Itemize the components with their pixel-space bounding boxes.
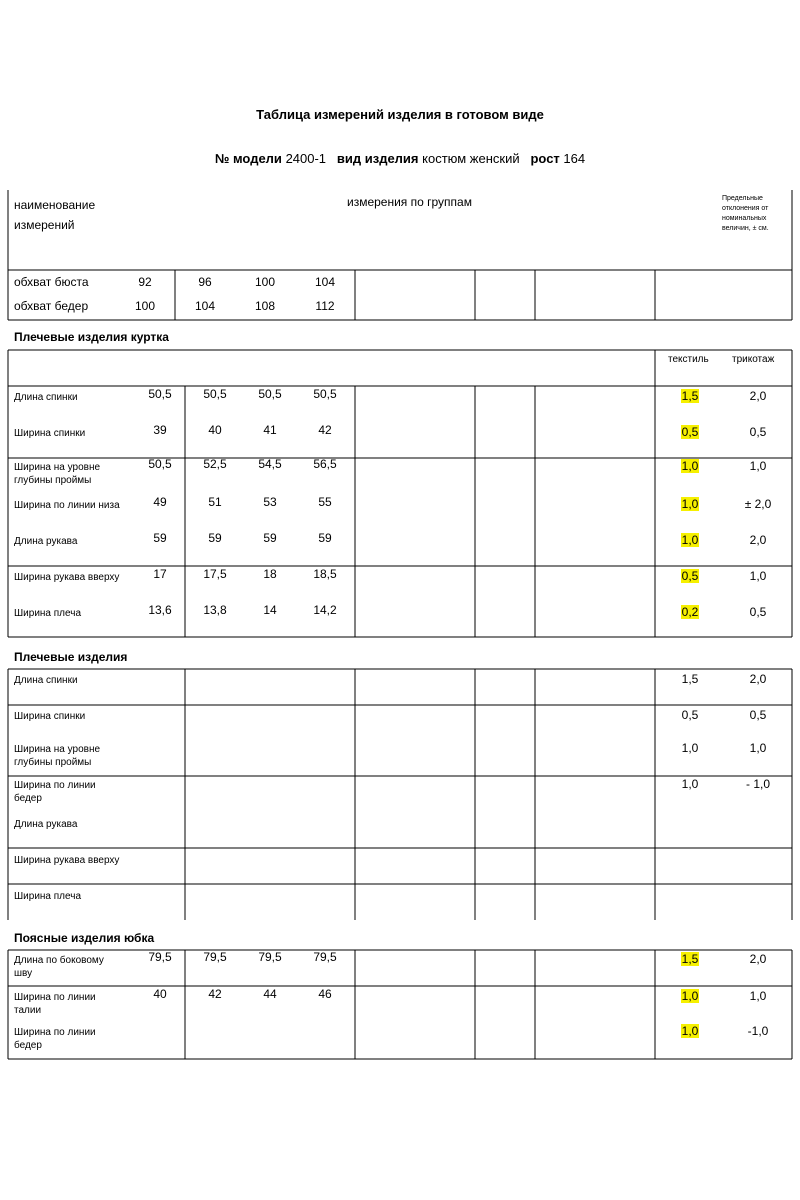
tolerance-textile-value: 1,5 — [681, 672, 699, 686]
tolerance-knit: 2,0 — [749, 389, 767, 403]
kind-label: вид изделия — [336, 151, 419, 166]
row-value: 50,5 — [148, 457, 172, 471]
tolerance-textile-value: 1,0 — [681, 741, 699, 755]
size-hips-2: 104 — [194, 299, 216, 313]
header-name-col — [14, 195, 95, 235]
row-label-line2: глубины проймы — [14, 475, 92, 486]
tolerance-textile — [670, 741, 710, 755]
row-value: 40 — [208, 423, 222, 437]
row-value: 79,5 — [258, 950, 282, 964]
tolerance-knit: ± 2,0 — [744, 497, 772, 511]
row-value: 55 — [318, 495, 332, 509]
row-value: 13,6 — [148, 603, 172, 617]
section-title-shoulder: Плечевые изделия — [14, 650, 128, 664]
row-label-line1: Длина по боковому — [14, 955, 104, 966]
row-label-line1: Ширина спинки — [14, 711, 86, 722]
row-label — [14, 499, 120, 512]
tolerance-knit: 2,0 — [749, 672, 767, 686]
row-value: 42 — [318, 423, 332, 437]
row-value: 51 — [208, 495, 222, 509]
tolerance-knit: 1,0 — [749, 989, 767, 1003]
row-value: 52,5 — [203, 457, 227, 471]
row-label — [14, 890, 81, 903]
row-label-line1: Длина рукава — [14, 536, 78, 547]
row-label — [14, 818, 77, 831]
tolerance-knit: -1,0 — [747, 1024, 769, 1038]
row-label — [14, 674, 78, 687]
row-value: 18 — [263, 567, 277, 581]
row-label-line2: глубины проймы — [14, 757, 92, 768]
row-value: 44 — [263, 987, 277, 1001]
row-label-line1: Длина спинки — [14, 392, 78, 403]
row-value: 42 — [208, 987, 222, 1001]
row-value: 59 — [153, 531, 167, 545]
row-value: 59 — [318, 531, 332, 545]
row-label — [14, 743, 100, 769]
row-label-line2: бедер — [14, 1040, 42, 1051]
row-label — [14, 854, 119, 867]
tolerance-textile — [670, 389, 710, 403]
section-title-jacket: Плечевые изделия куртка — [14, 330, 169, 344]
tolerance-knit: 0,5 — [749, 708, 767, 722]
row-label — [14, 779, 96, 805]
tolerance-textile-value: 1,0 — [681, 777, 699, 791]
row-label-line1: Ширина по линии низа — [14, 500, 120, 511]
tolerance-textile-value: 1,5 — [681, 952, 699, 966]
row-label-line1: Ширина по линии — [14, 992, 96, 1003]
row-label-line2: бедер — [14, 793, 42, 804]
col-knit: трикотаж — [732, 354, 775, 365]
tolerance-textile — [670, 1024, 710, 1038]
tolerance-knit: 2,0 — [749, 952, 767, 966]
row-label-line1: Длина рукава — [14, 819, 78, 830]
row-value: 17 — [153, 567, 167, 581]
row-value: 14 — [263, 603, 277, 617]
row-label-line1: Длина спинки — [14, 675, 78, 686]
row-label — [14, 391, 78, 404]
row-label-line2: талии — [14, 1005, 42, 1016]
tolerance-textile-value: 1,0 — [681, 497, 699, 511]
row-label-line1: Ширина по линии — [14, 780, 96, 791]
tolerance-textile — [670, 989, 710, 1003]
tolerance-knit: 0,5 — [749, 425, 767, 439]
size-hips-3: 108 — [254, 299, 276, 313]
height-value: 164 — [563, 151, 586, 166]
row-label-line1: Ширина на уровне — [14, 744, 101, 755]
row-label — [14, 710, 85, 723]
row-value: 50,5 — [313, 387, 337, 401]
row-value: 18,5 — [313, 567, 337, 581]
row-value: 50,5 — [148, 387, 172, 401]
tol-line4: величин, ± см. — [722, 225, 769, 233]
row-label — [14, 461, 100, 487]
section-title-skirt: Поясные изделия юбка — [14, 931, 155, 945]
row-label — [14, 1026, 96, 1052]
row-label-line1: Ширина по линии — [14, 1027, 96, 1038]
tolerance-textile-value: 0,5 — [681, 425, 699, 439]
row-value: 56,5 — [313, 457, 337, 471]
tolerance-textile — [670, 425, 710, 439]
size-label-hips: обхват бедер — [14, 299, 89, 313]
row-label-line1: Ширина на уровне — [14, 462, 101, 473]
row-value: 49 — [153, 495, 167, 509]
row-value: 79,5 — [203, 950, 227, 964]
tolerance-knit: 1,0 — [749, 569, 767, 583]
tolerance-knit: 0,5 — [749, 605, 767, 619]
tolerance-textile — [670, 569, 710, 583]
size-hips-4: 112 — [315, 299, 335, 313]
row-label-line2: шву — [14, 968, 33, 979]
row-value: 40 — [153, 987, 167, 1001]
tolerance-textile — [670, 952, 710, 966]
row-value: 79,5 — [148, 950, 172, 964]
size-label-bust: обхват бюста — [14, 275, 89, 289]
row-label-line1: Ширина рукава вверху — [14, 855, 120, 866]
tolerance-textile-value: 1,0 — [681, 989, 699, 1003]
row-label — [14, 607, 81, 620]
tolerance-textile-value: 1,0 — [681, 533, 699, 547]
model-label: № модели — [214, 151, 282, 166]
row-label — [14, 991, 96, 1017]
row-value: 79,5 — [313, 950, 337, 964]
row-value: 50,5 — [203, 387, 227, 401]
header-groups: измерения по группам — [347, 195, 472, 209]
row-value: 41 — [263, 423, 277, 437]
size-bust-2: 96 — [198, 275, 212, 289]
row-value: 50,5 — [258, 387, 282, 401]
row-value: 54,5 — [258, 457, 282, 471]
size-bust-4: 104 — [314, 275, 336, 289]
tolerance-textile-value: 0,5 — [681, 708, 699, 722]
row-value: 14,2 — [313, 603, 337, 617]
size-bust-1: 92 — [138, 275, 152, 289]
size-bust-3: 100 — [254, 275, 276, 289]
tolerance-textile-value: 0,2 — [681, 605, 699, 619]
row-label-line1: Ширина спинки — [14, 428, 86, 439]
tolerance-knit: 2,0 — [749, 533, 767, 547]
tolerance-textile — [670, 672, 710, 686]
tolerance-textile — [670, 708, 710, 722]
tolerance-textile — [670, 459, 710, 473]
tolerance-textile-value: 0,5 — [681, 569, 699, 583]
row-label — [14, 571, 119, 584]
tolerance-textile-value: 1,0 — [681, 459, 699, 473]
tol-line3: номинальных — [722, 215, 767, 223]
row-label — [14, 954, 104, 980]
tolerance-knit: - 1,0 — [745, 777, 770, 791]
row-label-line1: Ширина плеча — [14, 891, 82, 902]
kind-value: костюм женский — [422, 151, 520, 166]
row-value: 59 — [263, 531, 277, 545]
row-label — [14, 427, 85, 440]
tolerance-textile — [670, 533, 710, 547]
row-label — [14, 535, 77, 548]
tol-line2: отклонения от — [722, 205, 769, 213]
size-hips-1: 100 — [134, 299, 156, 313]
tolerance-textile-value: 1,5 — [681, 389, 699, 403]
col-textile: текстиль — [668, 354, 709, 365]
row-value: 59 — [208, 531, 222, 545]
row-value: 17,5 — [203, 567, 227, 581]
row-label-line1: Ширина рукава вверху — [14, 572, 120, 583]
tolerance-textile — [670, 497, 710, 511]
tolerance-knit: 1,0 — [749, 459, 767, 473]
model-value: 2400-1 — [285, 151, 327, 166]
tolerance-knit: 1,0 — [749, 741, 767, 755]
page-title: Таблица измерений изделия в готовом виде — [256, 107, 544, 122]
header-tolerance — [722, 194, 769, 235]
tol-line1: Предельные — [722, 195, 763, 202]
row-value: 46 — [318, 987, 332, 1001]
tolerance-textile — [670, 777, 710, 791]
tolerance-textile — [670, 605, 710, 619]
row-label-line1: Ширина плеча — [14, 608, 82, 619]
tolerance-textile-value: 1,0 — [681, 1024, 699, 1038]
row-value: 53 — [263, 495, 277, 509]
header-name-line2: измерений — [14, 218, 75, 232]
height-label: рост — [530, 151, 560, 166]
row-value: 39 — [153, 423, 167, 437]
row-value: 13,8 — [203, 603, 227, 617]
header-name-line1: наименование — [14, 198, 96, 212]
